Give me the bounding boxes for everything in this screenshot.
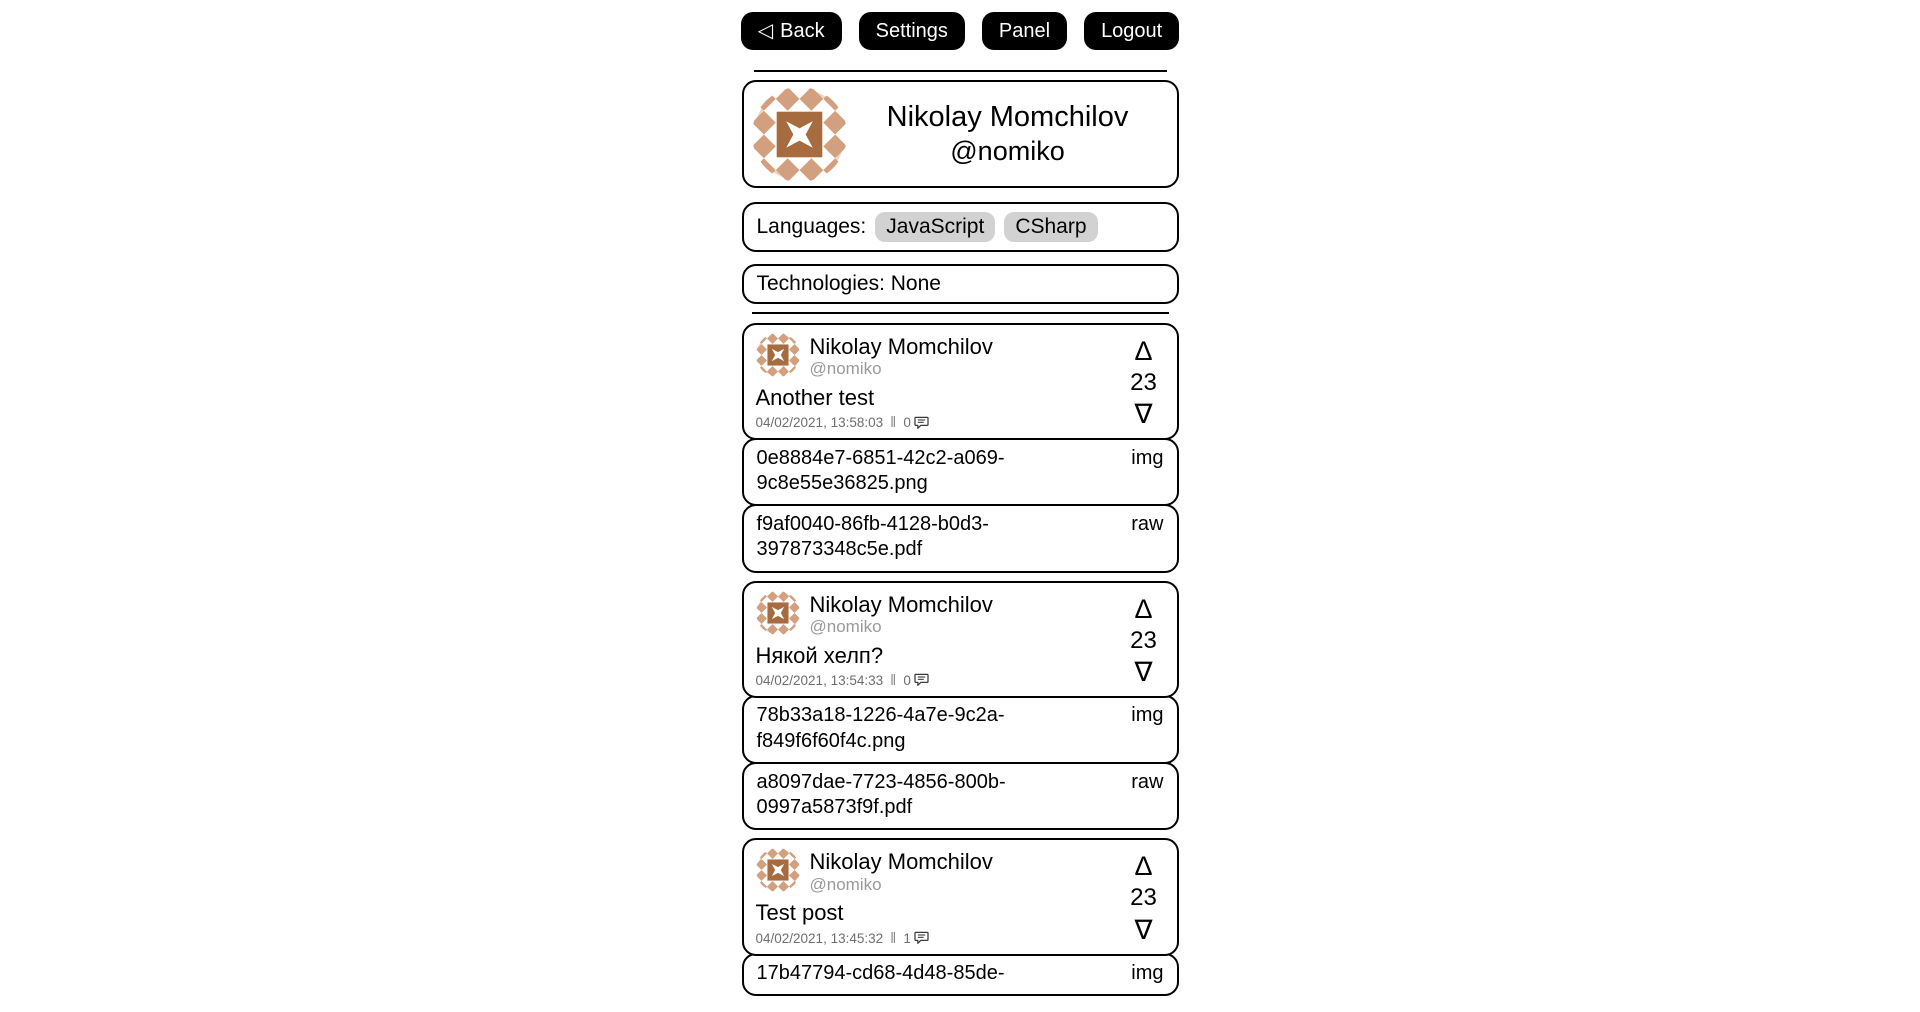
post-author-avatar — [756, 333, 800, 377]
comments-indicator — [903, 415, 929, 430]
post-group — [742, 581, 1179, 831]
attachment-filename: 0e8884e7-6851-42c2-a069-9c8e55e36825.png — [756, 446, 1005, 495]
meta-separator: ‖ — [890, 671, 897, 689]
attachment-filename: f9af0040-86fb-4128-b0d3-397873348c5e.pdf — [756, 512, 989, 561]
vote-count: 23 — [1130, 626, 1157, 654]
posts-divider — [752, 312, 1169, 314]
attachment-filename: a8097dae-7723-4856-800b-0997a5873f9f.pdf — [756, 770, 1006, 819]
comment-count: 0 — [903, 672, 911, 688]
post-author — [810, 591, 993, 637]
languages-card — [742, 202, 1179, 252]
post-author-handle: @nomiko — [809, 617, 882, 636]
vote-column — [1121, 591, 1167, 689]
post-meta — [756, 930, 1121, 947]
back-arrow-icon: ◁ — [757, 20, 774, 42]
attachment-type: raw — [1131, 512, 1164, 535]
post-author-avatar — [756, 848, 800, 892]
vote-count: 23 — [1130, 369, 1157, 397]
post-main — [756, 591, 1121, 689]
panel-button[interactable]: Panel — [982, 12, 1067, 50]
vote-column — [1121, 333, 1167, 431]
comment-bubble-icon — [914, 931, 929, 945]
language-tag-javascript[interactable]: JavaScript — [875, 212, 995, 242]
attachment-type: img — [1131, 704, 1164, 727]
languages-label: Languages: — [756, 215, 867, 238]
post-main — [756, 333, 1121, 431]
post-timestamp: 04/02/2021, 13:45:32 — [755, 930, 884, 946]
comment-count: 0 — [903, 415, 911, 431]
attachment-row[interactable] — [742, 504, 1179, 573]
post-timestamp: 04/02/2021, 13:54:33 — [755, 672, 884, 688]
profile-card — [742, 80, 1179, 188]
back-button-label: Back — [780, 20, 825, 42]
post-author-handle: @nomiko — [809, 874, 882, 894]
meta-separator: ‖ — [890, 414, 897, 432]
comments-indicator — [903, 673, 929, 688]
post-card[interactable] — [742, 838, 1179, 955]
profile-name: Nikolay Momchilov — [886, 101, 1129, 134]
top-nav — [742, 12, 1179, 50]
upvote-button[interactable]: Δ — [1134, 593, 1153, 624]
attachment-type: raw — [1131, 770, 1164, 793]
profile-names — [847, 100, 1169, 167]
profile-page — [742, 0, 1179, 996]
post-author-avatar — [756, 591, 800, 635]
post-header — [756, 591, 1121, 637]
language-tag-csharp[interactable]: CSharp — [1004, 212, 1097, 242]
post-group — [742, 323, 1179, 573]
comments-indicator — [903, 931, 929, 946]
comment-bubble-icon — [914, 673, 929, 687]
attachment-type: img — [1131, 962, 1164, 985]
post-author-name: Nikolay Momchilov — [809, 849, 993, 875]
attachment-row[interactable] — [742, 438, 1179, 507]
comment-count: 1 — [903, 930, 911, 946]
downvote-button[interactable]: ∇ — [1134, 914, 1153, 945]
post-author-handle: @nomiko — [809, 359, 882, 379]
back-button[interactable] — [741, 12, 842, 50]
meta-separator: ‖ — [890, 929, 897, 947]
downvote-button[interactable]: ∇ — [1134, 399, 1153, 430]
attachment-row[interactable] — [742, 695, 1179, 764]
post-title: Някой хелп? — [755, 642, 884, 668]
post-header — [756, 333, 1121, 379]
attachment-type: img — [1131, 446, 1164, 469]
technologies-card — [742, 264, 1179, 304]
attachment-filename: 17b47794-cd68-4d48-85de- — [756, 962, 1005, 985]
downvote-button[interactable]: ∇ — [1134, 656, 1153, 687]
attachment-filename: 78b33a18-1226-4a7e-9c2a-f849f6f60f4c.png — [756, 704, 1005, 752]
upvote-button[interactable]: Δ — [1134, 851, 1153, 882]
post-title: Another test — [755, 384, 875, 410]
comment-bubble-icon — [914, 416, 929, 430]
post-timestamp: 04/02/2021, 13:58:03 — [755, 415, 884, 431]
post-author-name: Nikolay Momchilov — [809, 591, 993, 617]
upvote-button[interactable]: Δ — [1134, 336, 1153, 366]
profile-handle: @nomiko — [950, 136, 1065, 167]
post-header — [756, 848, 1121, 894]
post-title: Test post — [755, 900, 844, 926]
attachment-row[interactable] — [742, 762, 1179, 831]
post-group — [742, 838, 1179, 996]
profile-avatar — [752, 87, 847, 182]
logout-button[interactable]: Logout — [1084, 12, 1179, 50]
post-author — [810, 333, 993, 379]
post-author-name: Nikolay Momchilov — [809, 334, 993, 359]
post-card[interactable] — [742, 581, 1179, 698]
settings-button[interactable]: Settings — [859, 12, 965, 50]
post-card[interactable] — [742, 323, 1179, 440]
nav-divider — [754, 70, 1167, 72]
post-meta — [756, 414, 1121, 431]
attachment-row[interactable] — [742, 953, 1179, 996]
post-author — [810, 848, 993, 894]
technologies-label: Technologies: None — [756, 272, 941, 295]
vote-count: 23 — [1130, 884, 1157, 912]
vote-column — [1121, 848, 1167, 946]
post-main — [756, 848, 1121, 946]
post-meta — [756, 672, 1121, 689]
